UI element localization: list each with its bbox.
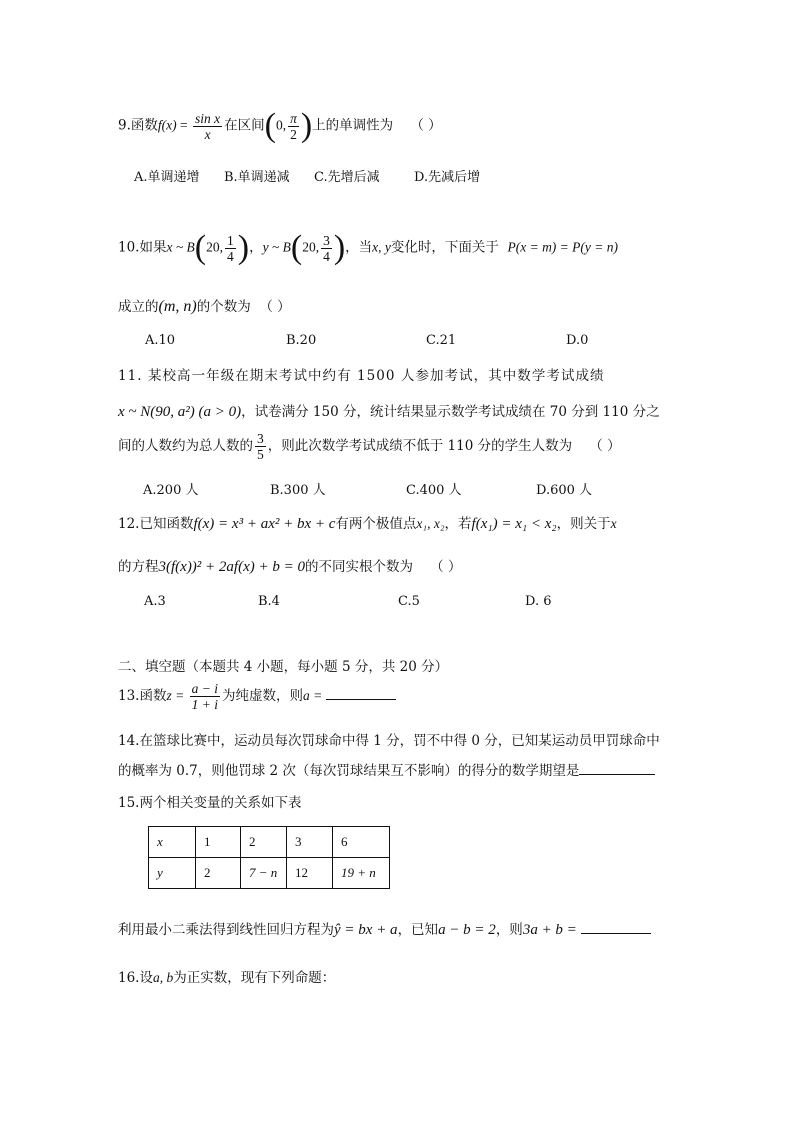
table-cell: 2 xyxy=(241,827,287,858)
q9-option-b: B.单调递减 xyxy=(224,170,290,185)
q12-option-a: A.3 xyxy=(144,594,166,609)
table-row-x xyxy=(149,827,390,858)
q11-line1: 11. 某校高一年级在期末考试中约有 1500 人参加考试，其中数学考试成绩 xyxy=(118,368,605,384)
q9-option-a: A.单调递增 xyxy=(134,170,200,185)
q11-fraction: $\frac{3}{5}$ xyxy=(257,431,264,462)
q14-answer-blank[interactable] xyxy=(579,774,655,775)
q11-option-c: C.400 人 xyxy=(406,483,462,498)
q10-prefix: 10.如果 xyxy=(118,239,167,256)
q14-line2: 的概率为 0.7，则他罚球 2 次（每次罚球结果互不影响）的得分的数学期望是 xyxy=(118,759,655,779)
q12-equation: 3(f(x))² + 2af(x) + b = 0 xyxy=(158,559,305,575)
table-cell: 7 − n xyxy=(241,858,287,889)
q9-equals: = xyxy=(176,117,191,133)
q11-option-a: A.200 人 xyxy=(143,483,199,498)
q13-fraction: $\frac{a - i}{1 + i}$ xyxy=(191,681,218,712)
q10-x-fraction: $\frac{1}{4}$ xyxy=(226,232,234,264)
q9-answer-paren: （ ） xyxy=(410,117,442,134)
q12-function: f(x) = x³ + ax² + bx + c xyxy=(193,516,336,532)
q9-interval-text: 在区间 xyxy=(224,117,265,134)
q10-condition: P(x = m) = P(y = n) xyxy=(507,239,619,255)
q15-line1: 15.两个相关变量的关系如下表 xyxy=(118,795,302,811)
q11-distribution: x ~ N(90, a²) (a > 0) xyxy=(118,404,242,420)
q11-line3: 间的人数约为总人数的 $\frac{3}{5}$ ，则此次数学考试成绩不低于 110 分的学生人数为 （ ） xyxy=(118,431,621,462)
q16-stem: 16.设a, b为正实数，现有下列命题： xyxy=(118,970,336,986)
q10-y-dist: y ~ B xyxy=(262,239,291,255)
q12-condition: f(x₁) = x₁ < x₂ xyxy=(471,516,557,532)
q11-line2: x ~ N(90, a²) (a > 0)，试卷满分 150 分，统计结果显示数学考试成绩在 70 分到 110 分之 xyxy=(118,404,660,420)
q10-x-dist: x ~ B xyxy=(166,239,195,255)
q9-interval-left: 0, xyxy=(275,117,287,133)
q9-suffix: 上的单调性为 xyxy=(312,117,394,134)
q9-stem: 9.函数f(x) = $\frac{\text{sin x}}{x}$ 在区间(0, $\frac{\pi}{2}$ )上的单调性为 （ ） xyxy=(118,107,442,144)
q15-line2: 利用最小二乘法得到线性回归方程为ŷ = bx + a，已知a − b = 2，则3a + b = xyxy=(118,918,651,939)
section-heading-fill-in: 二、填空题（本题共 4 小题，每小题 5 分，共 20 分） xyxy=(118,659,449,675)
table-cell: x xyxy=(149,827,196,858)
q10-answer-paren: （ ） xyxy=(259,299,291,315)
q12-option-b: B.4 xyxy=(258,594,280,609)
q15-answer-blank[interactable] xyxy=(581,933,651,934)
q12-line2: 的方程3(f(x))² + 2af(x) + b = 0的不同实根个数为 （ ） xyxy=(118,559,462,575)
q9-option-d: D.先减后增 xyxy=(414,170,481,185)
regression-table xyxy=(148,826,390,889)
q10-y-fraction: $\frac{3}{4}$ xyxy=(323,232,330,264)
q9-interval-fraction: $\frac{\pi}{2}$ xyxy=(290,110,297,142)
q11-option-d: D.600 人 xyxy=(536,483,593,498)
q10-stem: 10.如果x ~ B(20, $\frac{1}{4}$ )，y ~ B(20, $\frac{3}{4}$ )，当x, y变化时，下面关于 P(x = m) = P(y = n) xyxy=(118,229,619,266)
q12-option-c: C.5 xyxy=(398,594,420,609)
table-cell: 1 xyxy=(196,827,241,858)
q13-answer-blank[interactable] xyxy=(326,699,396,700)
table-cell: 12 xyxy=(287,858,333,889)
table-cell: 19 + n xyxy=(333,858,390,889)
q9-option-c: C.先增后减 xyxy=(314,170,380,185)
q9-fraction: $\frac{\text{sin x}}{x}$ xyxy=(195,110,221,142)
q15-regression-eq: ŷ = bx + a xyxy=(334,922,398,938)
q10-stem-line2: 成立的(m, n)的个数为 （ ） xyxy=(118,298,291,315)
table-cell: 2 xyxy=(196,858,241,889)
q11-answer-paren: （ ） xyxy=(589,438,621,454)
q12-answer-paren: （ ） xyxy=(430,559,462,575)
q10-option-a: A.10 xyxy=(145,333,176,348)
q10-option-d: D.0 xyxy=(566,333,589,348)
table-row-y xyxy=(149,858,390,889)
table-cell: 3 xyxy=(287,827,333,858)
table-cell: 6 xyxy=(333,827,390,858)
q9-prefix: 9.函数 xyxy=(118,117,158,134)
q14-line1: 14.在篮球比赛中，运动员每次罚球命中得 1 分，罚不中得 0 分，已知某运动员甲罚球命中 xyxy=(118,733,660,749)
q10-pair: (m, n) xyxy=(158,298,197,315)
q12-option-d: D. 6 xyxy=(525,594,552,609)
table-cell: y xyxy=(149,858,196,889)
q10-option-c: C.21 xyxy=(426,333,457,348)
q11-option-b: B.300 人 xyxy=(270,483,326,498)
q10-option-b: B.20 xyxy=(286,333,317,348)
q12-line1: 12.已知函数f(x) = x³ + ax² + bx + c有两个极值点x₁, x₂，若f(x₁) = x₁ < x₂，则关于x xyxy=(118,516,617,532)
q13-stem: 13.函数z = $\frac{a - i}{1 + i}$ 为纯虚数，则a = xyxy=(118,681,396,712)
q9-function: f(x) xyxy=(157,117,177,133)
